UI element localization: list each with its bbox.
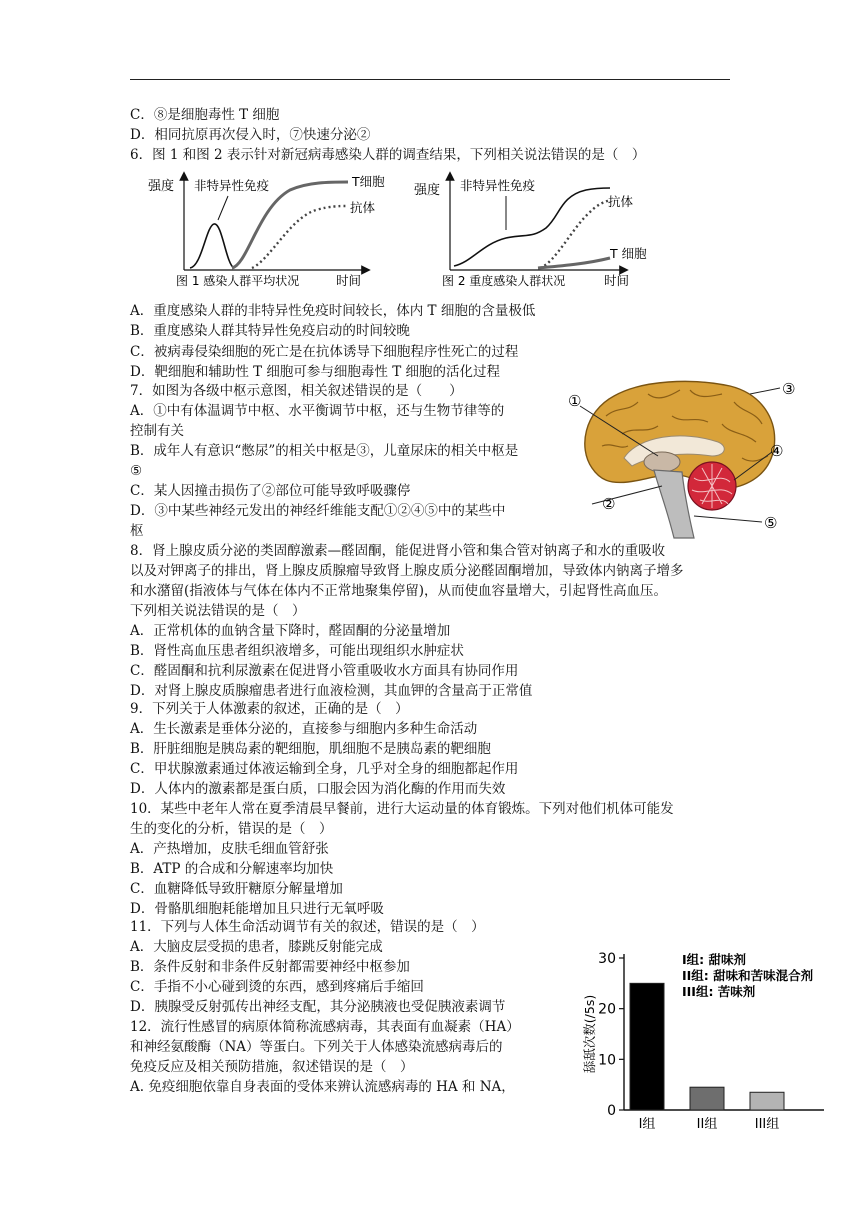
q9-option-c: C．甲状腺激素通过体液运输到全身，几乎对全身的细胞都起作用 [130, 761, 519, 777]
x-tick-label: III组 [754, 1117, 780, 1132]
fig2-xlabel: 时间 [604, 273, 630, 288]
label-2: ② [602, 495, 616, 513]
q6-option-a: A．重度感染人群的非特异性免疫时间较长，体内 T 细胞的含量极低 [130, 303, 536, 319]
q7-stem: 7．如图为各级中枢示意图，相关叙述错误的是（ ） [130, 383, 463, 399]
fig1-tcell-curve [232, 182, 348, 268]
bar-3 [750, 1092, 784, 1110]
q7-option-b-line1: B．成年人有意识“憋尿”的相关中枢是③，儿童尿床的相关中枢是 [130, 443, 519, 459]
q7-option-a-line2: 控制有关 [130, 423, 184, 439]
q8-stem-line3: 和水潴留(指液体与气体在体内不正常地聚集停留)，从而使血容量增大，引起肾性高血压。 [130, 583, 668, 599]
q11-option-b: B．条件反射和非条件反射都需要神经中枢参加 [130, 959, 410, 975]
y-tick-label: 20 [598, 1001, 616, 1018]
q11-option-d: D．胰腺受反射弧传出神经支配，其分泌胰液也受促胰液素调节 [130, 999, 506, 1015]
bar-2 [690, 1087, 724, 1110]
q10-option-d: D．骨骼肌细胞耗能增加且只进行无氧呼吸 [130, 901, 384, 917]
y-tick-label: 10 [598, 1052, 616, 1069]
q6-option-c: C．被病毒侵染细胞的死亡是在抗体诱导下细胞程序性死亡的过程 [130, 344, 519, 360]
q8-option-d: D．对肾上腺皮质腺瘤患者进行血液检测，其血钾的含量高于正常值 [130, 683, 533, 699]
legend-entry-1: I组: 甜味剂 [682, 952, 747, 967]
label-1: ① [568, 392, 582, 410]
q10-stem-line2: 生的变化的分析，错误的是（ ） [130, 821, 333, 837]
fig2-antibody-label: 抗体 [608, 194, 634, 209]
label-4: ④ [770, 442, 784, 460]
q9-option-a: A．生长激素是垂体分泌的，直接参与细胞内多种生命活动 [130, 721, 478, 737]
legend-entry-2: II组: 甜味和苦味混合剂 [682, 968, 814, 983]
fig1-nonspecific-curve [190, 224, 234, 268]
leader-3 [750, 388, 780, 394]
fig2-nonspecific-label: 非特异性免疫 [460, 178, 536, 193]
q6-figure-2 [410, 168, 650, 292]
q6-option-d: D．靶细胞和辅助性 T 细胞可参与细胞毒性 T 细胞的活化过程 [130, 364, 500, 380]
x-tick-label: II组 [696, 1117, 718, 1132]
q12-stem-line2: 和神经氨酸酶（NA）等蛋白。下列关于人体感染流感病毒后的 [130, 1039, 503, 1055]
fig2-caption: 图 2 重度感染人群状况 [442, 274, 566, 288]
label-3: ③ [782, 380, 796, 398]
q7-option-c: C．某人因撞击损伤了②部位可能导致呼吸骤停 [130, 483, 411, 499]
legend-entry-3: III组: 苦味剂 [682, 984, 756, 999]
bar-1 [630, 983, 664, 1110]
fig1-caption: 图 1 感染人群平均状况 [176, 274, 300, 288]
q7-option-a-line1: A．①中有体温调节中枢、水平衡调节中枢，还与生物节律等的 [130, 403, 505, 419]
q10-option-c: C．血糖降低导致肝糖原分解量增加 [130, 881, 343, 897]
q8-stem-line1: 8．肾上腺皮质分泌的类固醇激素—醛固酮，能促进肾小管和集合管对钠离子和水的重吸收 [130, 543, 666, 559]
brainstem-shape [654, 470, 694, 538]
fig1-xlabel: 时间 [336, 273, 362, 288]
y-tick-label: 30 [598, 951, 616, 967]
licking-bar-chart [580, 940, 840, 1140]
fig1-ylabel: 强度 [148, 179, 175, 194]
q5-option-d: D．相同抗原再次侵入时，⑦快速分泌② [130, 127, 371, 143]
brain-diagram [562, 376, 798, 540]
q11-option-a: A．大脑皮层受损的患者，膝跳反射能完成 [130, 939, 383, 955]
q7-option-d-line2: 枢 [130, 523, 144, 539]
q6-stem: 6．图 1 和图 2 表示针对新冠病毒感染人群的调查结果，下列相关说法错误的是（ ） [130, 147, 646, 163]
q10-option-b: B．ATP 的合成和分解速率均加快 [130, 861, 334, 877]
q8-option-a: A．正常机体的血钠含量下降时，醛固酮的分泌量增加 [130, 623, 451, 639]
q8-stem-line2: 以及对钾离子的排出，肾上腺皮质腺瘤导致肾上腺皮质分泌醛固酮增加，导致体内钠离子增多 [130, 563, 684, 579]
fig2-nonspecific-curve [454, 188, 610, 266]
fig1-tcell-label: T细胞 [352, 174, 385, 189]
q6-option-b: B．重度感染人群其特异性免疫启动的时间较晚 [130, 323, 410, 339]
q12-option-a: A. 免疫细胞依靠自身表面的受体来辨认流感病毒的 HA 和 NA， [130, 1079, 515, 1095]
fig1-pointer-line [218, 196, 228, 220]
q10-option-a: A．产热增加，皮肤毛细血管舒张 [130, 841, 329, 857]
label-5: ⑤ [764, 514, 778, 532]
q8-option-b: B．肾性高血压患者组织液增多，可能出现组织水肿症状 [130, 643, 464, 659]
y-axis-label: 舔舐次数(/5s) [582, 994, 597, 1074]
fig1-nonspecific-label: 非特异性免疫 [194, 178, 270, 193]
fig2-ylabel: 强度 [414, 183, 441, 198]
q11-option-c: C．手指不小心碰到烫的东西，感到疼痛后手缩回 [130, 979, 424, 995]
fig2-tcell-label: T 细胞 [610, 246, 647, 261]
diencephalon-shape [644, 452, 680, 472]
q8-stem-line4: 下列相关说法错误的是（ ） [130, 603, 306, 619]
header-rule [130, 79, 730, 80]
q12-stem-line3: 免疫反应及相关预防措施，叙述错误的是（ ） [130, 1059, 414, 1075]
y-tick-label: 0 [607, 1103, 616, 1119]
fig1-antibody-label: 抗体 [350, 200, 376, 215]
fig2-antibody-curve [540, 200, 610, 268]
q7-option-b-line2: ⑤ [130, 463, 143, 479]
q6-figure-1 [140, 168, 385, 292]
q8-option-c: C．醛固酮和抗利尿激素在促进肾小管重吸收水方面具有协同作用 [130, 663, 519, 679]
q11-stem: 11．下列与人体生命活动调节有关的叙述，错误的是（ ） [130, 919, 485, 935]
q10-stem-line1: 10．某些中老年人常在夏季清晨早餐前，进行大运动量的体育锻炼。下列对他们机体可能发 [130, 801, 674, 817]
q9-option-d: D．人体内的激素都是蛋白质，口服会因为消化酶的作用而失效 [130, 781, 506, 797]
q7-option-d-line1: D．③中某些神经元发出的神经纤维能支配①②④⑤中的某些中 [130, 503, 506, 519]
q12-stem-line1: 12．流行性感冒的病原体简称流感病毒，其表面有血凝素（HA） [130, 1019, 520, 1035]
q9-stem: 9．下列关于人体激素的叙述，正确的是（ ） [130, 701, 409, 717]
leader-5 [694, 516, 762, 522]
x-tick-label: I组 [638, 1117, 656, 1132]
q5-option-c: C．⑧是细胞毒性 T 细胞 [130, 107, 280, 123]
q9-option-b: B．肝脏细胞是胰岛素的靶细胞，肌细胞不是胰岛素的靶细胞 [130, 741, 491, 757]
